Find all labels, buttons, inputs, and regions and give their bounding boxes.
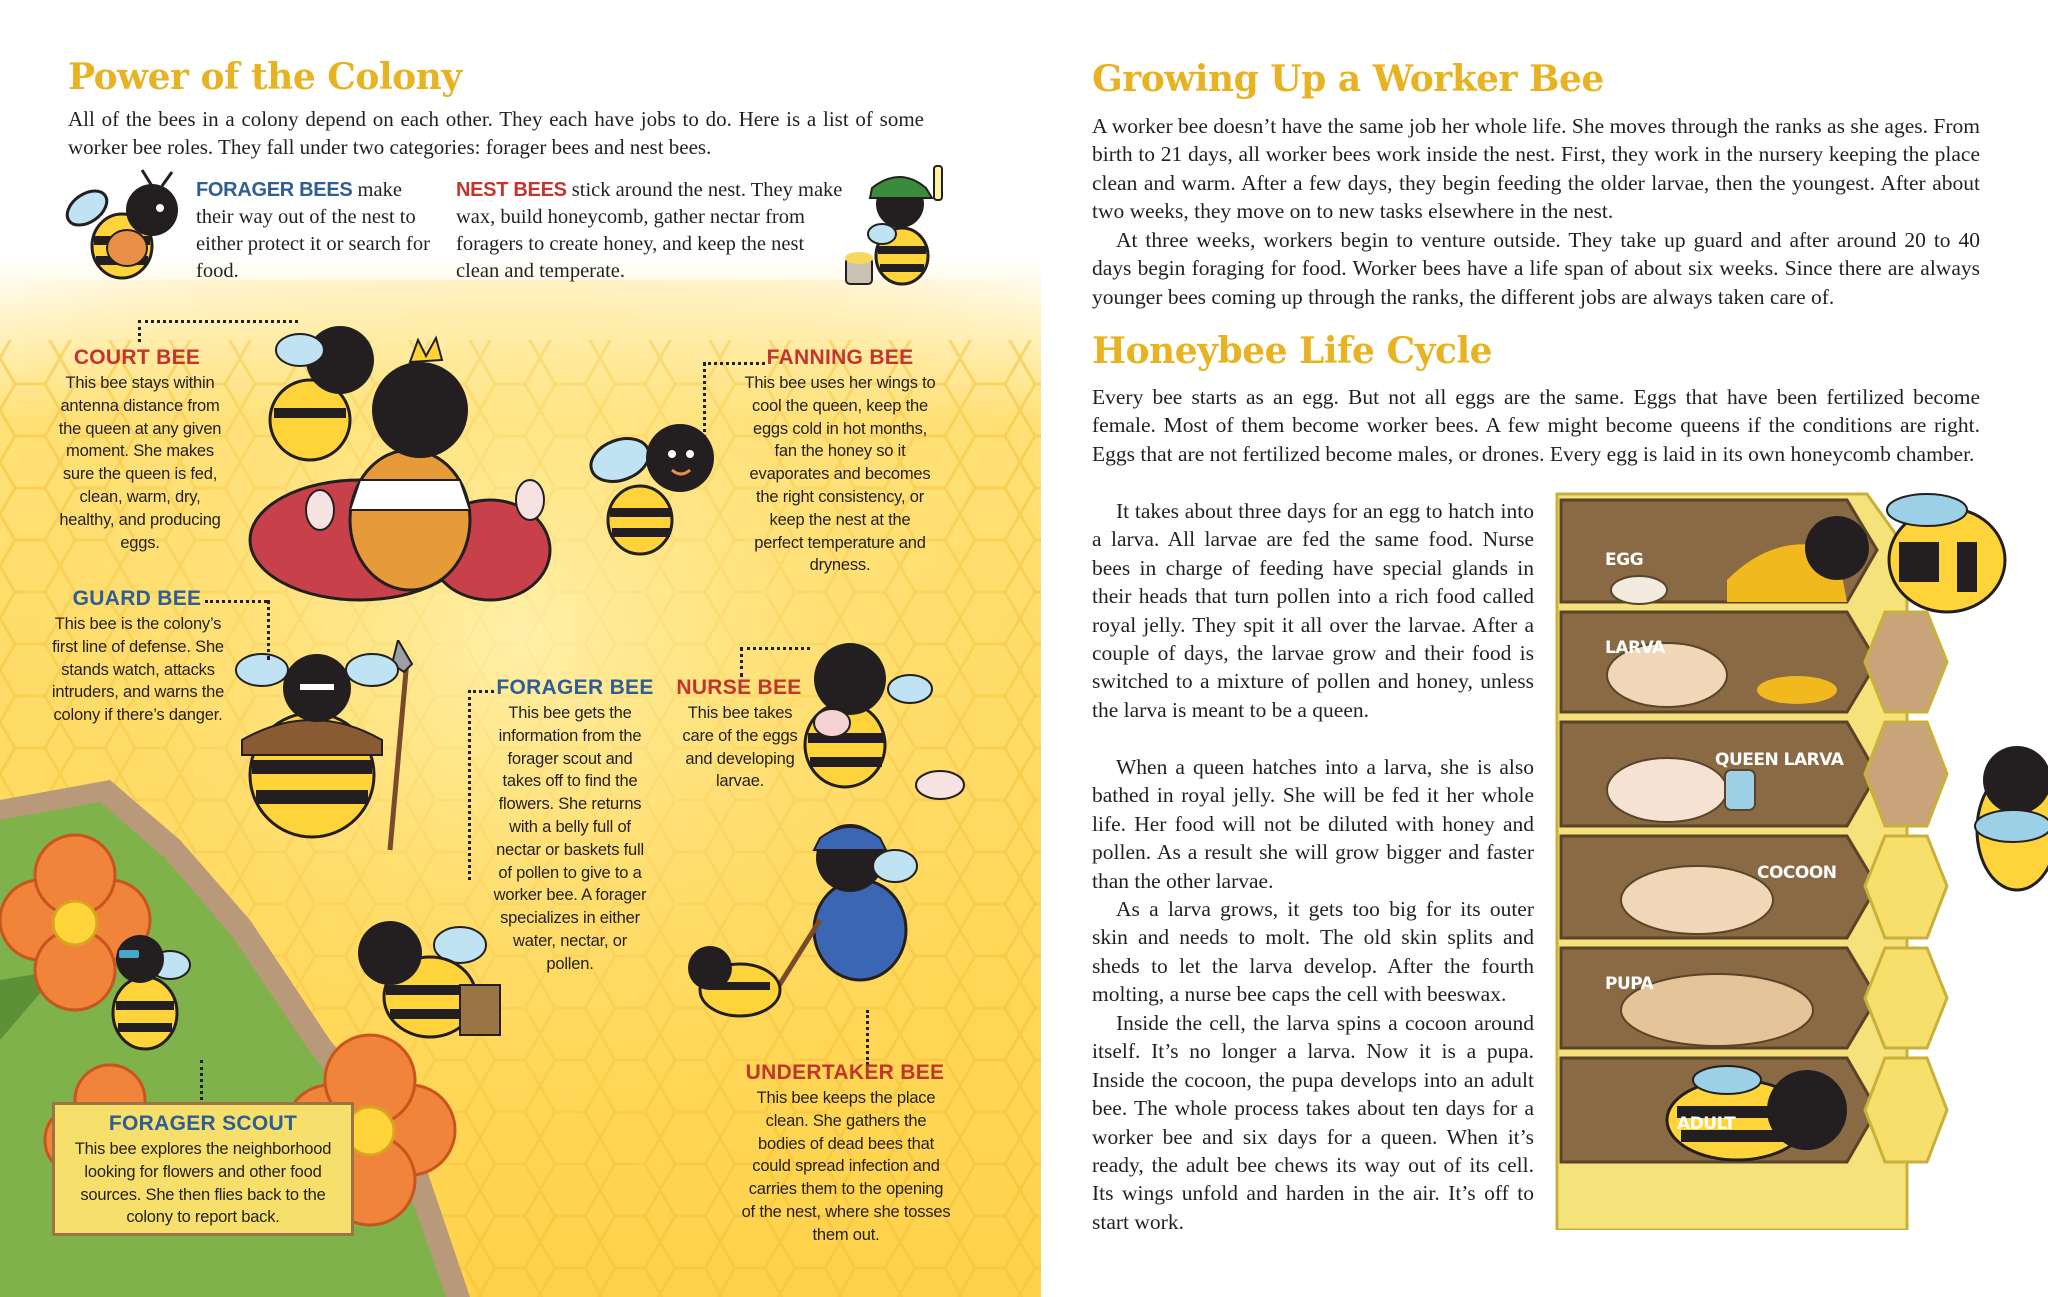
- forager-bees-text: make their way out of the nest to either protect it or search for food.: [196, 179, 430, 282]
- stage-label-pupa: PUPA: [1605, 974, 1654, 994]
- fanning-bee-description: This bee uses her wings to cool the queen, keep the eggs cold in hot months, fan the honey so it evaporates and becomes the right consistency, or keep the nest at the perfect temperature and dryness.: [744, 374, 936, 575]
- stage-label-queen-larva: QUEEN LARVA: [1715, 750, 1844, 770]
- stage-label-egg: EGG: [1605, 550, 1644, 570]
- undertaker-bee-description: This bee keeps the place clean. She gathers the bodies of dead bees that could spread infection and carries them to the opening of the nest, where she tosses them out.: [741, 1089, 951, 1244]
- nurse-bee-description: This bee takes care of the eggs and developing larvae.: [682, 704, 798, 791]
- guard-bee-description: This bee is the colony’s first line of defense. She stands watch, attacks intruders, and warns the colony if there’s danger.: [51, 615, 225, 725]
- nest-bee-illustration: [842, 158, 962, 293]
- forager-bee-connector-vertical: [468, 690, 471, 880]
- life-cycle-paragraph-5: Inside the cell, the larva spins a cocoon around itself. It’s no longer a larva. Now it is a pupa. Inside the cocoon, the pupa develops into an adult bee. The whole process takes about ten days for a worker bee and six days for a queen. When it’s ready, the adult bee chews its way out of its cell. Its wings unfold and harden in the air. It’s off to start work.: [1092, 1011, 1534, 1234]
- court-bee-title: COURT BEE: [73, 346, 201, 369]
- nest-bees-text: stick around the nest. They make wax, build honeycomb, gather nectar from foragers to create honey, and keep the nest clean and temperate.: [456, 179, 843, 282]
- forager-scout-illustration: [90, 925, 200, 1055]
- nurse-bee-title: NURSE BEE: [676, 676, 802, 699]
- growing-up-title: Growing Up a Worker Bee: [1092, 58, 1604, 100]
- forager-bees-label: FORAGER BEES: [196, 179, 353, 201]
- life-cycle-paragraph-4: As a larva grows, it gets too big for its outer skin and needs to molt. The old skin splits and sheds to let the larva develop. After the fourth molting, a nurse bee caps the cell with beeswax.: [1092, 897, 1534, 1007]
- guard-bee-title: GUARD BEE: [72, 587, 202, 610]
- forager-bee-flying-illustration: [350, 905, 510, 1055]
- guard-bee-connector-vertical: [267, 600, 270, 660]
- forager-scout-box: [52, 1102, 354, 1236]
- life-cycle-honeycomb: [1547, 490, 2048, 1230]
- forager-bee-description: This bee gets the information from the forager scout and takes off to find the flowers. She returns with a belly full of nectar or baskets full of pollen to give to a worker bee. A forager specializes in either water, nectar, or pollen.: [493, 704, 647, 973]
- court-bee-connector: [138, 320, 298, 323]
- forager-scout-description: This bee explores the neighborhood looking for flowers and other food sources. She then flies back to the colony to report back.: [74, 1140, 332, 1227]
- court-bee-description: This bee stays within antenna distance from the queen at any given moment. She makes sure the queen is fed, clean, warm, dry, healthy, and producing eggs.: [58, 374, 222, 552]
- life-cycle-title: Honeybee Life Cycle: [1092, 330, 1493, 372]
- fanning-bee-connector-vertical: [703, 362, 706, 452]
- forager-bee-illustration: [52, 168, 182, 288]
- growing-up-paragraph-2: At three weeks, workers begin to venture outside. They take up guard and after around 20 to 40 days begin foraging for food. Worker bees have a life span of about six weeks. Since there are always younger bees coming up through the ranks, the different jobs are always taken care of.: [1092, 228, 1980, 309]
- fanning-bee-illustration: [580, 410, 730, 570]
- forager-bee-title: FORAGER BEE: [496, 676, 654, 699]
- nest-bees-intro: [456, 177, 848, 285]
- nest-bees-label: NEST BEES: [456, 179, 567, 201]
- life-cycle-paragraph-1: Every bee starts as an egg. But not all eggs are the same. Eggs that have been fertilized become female. Most of them become worker bees. A few might become queens if the conditions are right. Eggs that are not fertilized become males, or drones. Every egg is laid in its own honeycomb chamber.: [1092, 385, 1980, 466]
- power-of-colony-title: Power of the Colony: [68, 56, 462, 98]
- undertaker-bee-illustration: [680, 810, 940, 1030]
- queen-and-court-illustration: [240, 290, 570, 620]
- stage-label-cocoon: COCOON: [1757, 863, 1837, 883]
- colony-intro-paragraph: All of the bees in a colony depend on each other. They each have jobs to do. Here is a list of some worker bee roles. They fall under two categories: forager bees and nest bees.: [68, 107, 924, 160]
- undertaker-bee-title: UNDERTAKER BEE: [745, 1061, 945, 1084]
- forager-scout-title: FORAGER SCOUT: [108, 1112, 298, 1135]
- nurse-bee-connector: [740, 647, 810, 650]
- life-cycle-paragraph-3: When a queen hatches into a larva, she is also bathed in royal jelly. She will be fed it her whole life. Her food will not be diluted with honey and pollen. As a result she will grow bigger and faster than the other larvae.: [1092, 755, 1534, 893]
- stage-label-larva: LARVA: [1605, 638, 1665, 658]
- fanning-bee-title: FANNING BEE: [766, 346, 914, 369]
- court-bee-connector-vertical: [138, 320, 141, 342]
- forager-bees-intro: [196, 177, 436, 285]
- guard-bee-illustration: [222, 640, 432, 860]
- stage-label-adult: ADULT: [1677, 1114, 1736, 1134]
- nurse-bee-connector-vertical: [740, 647, 743, 677]
- forager-scout-connector: [200, 1060, 203, 1100]
- growing-up-paragraph-1: A worker bee doesn’t have the same job her whole life. She moves through the ranks as she ages. From birth to 21 days, all worker bees work inside the nest. First, they work in the nursery keeping the place clean and warm. After a few days, they begin feeding the older larvae, then the youngest. After about two weeks, they move on to new tasks elsewhere in the nest.: [1092, 114, 1980, 224]
- life-cycle-paragraph-2: It takes about three days for an egg to hatch into a larva. All larvae are fed the same food. Nurse bees in charge of feeding have special glands in their heads that turn pollen into a rich food called royal jelly. They spit it all over the larvae. After a couple of days, the larvae grow and their food is switched to a mixture of pollen and honey, unless the larva is meant to be a queen.: [1092, 499, 1534, 722]
- undertaker-bee-connector: [866, 1010, 869, 1065]
